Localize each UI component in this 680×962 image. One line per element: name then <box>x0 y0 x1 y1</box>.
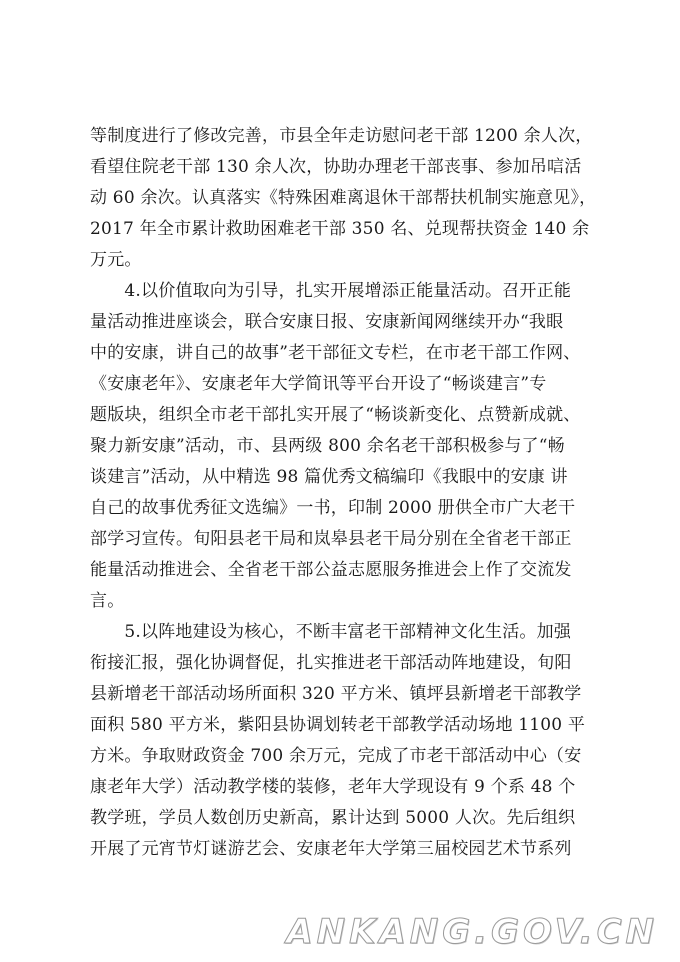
text-line: 等制度进行了修改完善，市县全年走访慰问老干部 1200 余人次， <box>90 126 593 146</box>
text-line: 康老年大学）活动教学楼的装修，老年大学现设有 9 个系 48 个 <box>90 777 576 797</box>
text-line: 部学习宣传。旬阳县老干局和岚皋县老干局分别在全省老干部正 <box>90 529 572 549</box>
text-line: 题版块，组织全市老干部扎实开展了“畅谈新变化、点赞新成就、 <box>90 405 581 425</box>
text-line: 面积 580 平方米，紫阳县协调划转老干部教学活动场地 1100 平 <box>90 715 586 735</box>
text-line: 看望住院老干部 130 余人次，协助办理老干部丧事、参加吊唁活 <box>90 157 582 177</box>
text-line: 教学班，学员人数创历史新高，累计达到 5000 人次。先后组织 <box>90 808 576 828</box>
text-line: 动 60 余次。认真落实《特殊困难离退休干部帮扶机制实施意见》， <box>90 188 597 208</box>
text-line: 衔接汇报，强化协调督促，扎实推进老干部活动阵地建设，旬阳 <box>90 653 572 673</box>
text-line: 量活动推进座谈会，联合安康日报、安康新闻网继续开办“我眼 <box>90 312 564 332</box>
text-line: 县新增老干部活动场所面积 320 平方米、镇坪县新增老干部教学 <box>90 684 582 704</box>
site-watermark: ANKANG.GOV.CN <box>286 912 658 952</box>
text-line: 方米。争取财政资金 700 余万元，完成了市老干部活动中心（安 <box>90 746 582 766</box>
text-line: 5.以阵地建设为核心，不断丰富老干部精神文化生活。加强 <box>90 622 572 642</box>
text-line: 能量活动推进会、全省老干部公益志愿服务推进会上作了交流发 <box>90 560 572 580</box>
text-line: 万元。 <box>90 250 142 270</box>
text-line: 聚力新安康”活动，市、县两级 800 余名老干部积极参与了“畅 <box>90 436 565 456</box>
text-line: 开展了元宵节灯谜游艺会、安康老年大学第三届校园艺术节系列 <box>90 839 572 859</box>
text-line: 自己的故事优秀征文选编》一书，印制 2000 册供全市广大老干 <box>90 498 576 518</box>
text-line: 谈建言”活动，从中精选 98 篇优秀文稿编印《我眼中的安康 讲 <box>90 467 568 487</box>
text-line: 中的安康，讲自己的故事”老干部征文专栏，在市老干部工作网、 <box>90 343 581 363</box>
text-line: 4.以价值取向为引导，扎实开展增添正能量活动。召开正能 <box>90 281 572 301</box>
text-line: 言。 <box>90 591 125 611</box>
text-line: 2017 年全市累计救助困难老干部 350 名、兑现帮扶资金 140 余 <box>90 219 590 239</box>
text-line: 《安康老年》、安康老年大学简讯等平台开设了“畅谈建言”专 <box>90 374 547 394</box>
